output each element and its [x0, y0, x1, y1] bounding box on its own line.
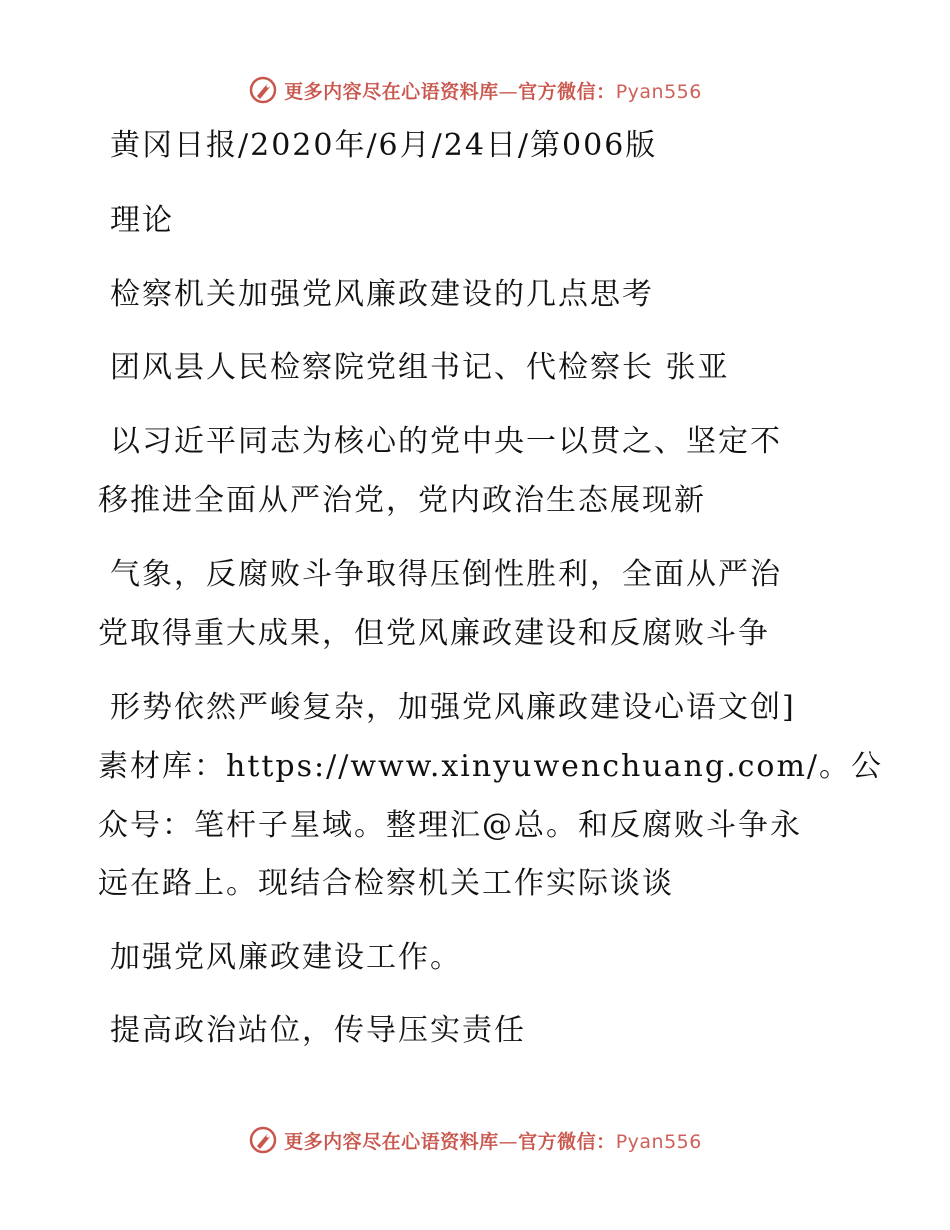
body-line: 众号：笔杆子星域。整理汇@总。和反腐败斗争永	[98, 808, 802, 843]
body-line: 形势依然严峻复杂，加强党风廉政建设心语文创]	[110, 690, 796, 725]
banner-dash: —	[498, 80, 519, 103]
header-banner	[0, 70, 950, 110]
pen-nib-icon	[248, 75, 278, 105]
body-line: 素材库：https://www.xinyuwenchuang.com/。公	[98, 749, 884, 784]
banner-text	[284, 1127, 702, 1154]
body-line: 党取得重大成果，但党风廉政建设和反腐败斗争	[98, 616, 770, 651]
banner-main-text: 更多内容尽在心语资料库	[284, 80, 499, 103]
section-heading: 提高政治站位，传导压实责任	[110, 1013, 526, 1048]
body-line: 远在路上。现结合检察机关工作实际谈谈	[98, 866, 674, 901]
banner-official-label: 官方微信：	[518, 1130, 616, 1153]
footer-banner	[0, 1120, 950, 1160]
banner-handle: Pyan556	[615, 1130, 702, 1153]
article-title: 检察机关加强党风廉政建设的几点思考	[110, 277, 654, 312]
banner-handle: Pyan556	[615, 80, 702, 103]
body-line: 加强党风廉政建设工作。	[110, 940, 462, 975]
body-line: 移推进全面从严治党，党内政治生态展现新	[98, 483, 706, 518]
body-line: 以习近平同志为核心的党中央一以贯之、坚定不	[110, 424, 782, 459]
banner-official-label: 官方微信：	[518, 80, 616, 103]
section-label: 理论	[110, 203, 174, 238]
banner-main-text: 更多内容尽在心语资料库	[284, 1130, 499, 1153]
article-author: 团风县人民检察院党组书记、代检察长 张亚	[110, 350, 730, 385]
banner-dash: —	[498, 1130, 519, 1153]
publication-line: 黄冈日报/2020年/6月/24日/第006版	[110, 128, 658, 163]
banner-text	[284, 77, 702, 104]
pen-nib-icon	[248, 1125, 278, 1155]
body-line: 气象，反腐败斗争取得压倒性胜利，全面从严治	[110, 557, 782, 592]
